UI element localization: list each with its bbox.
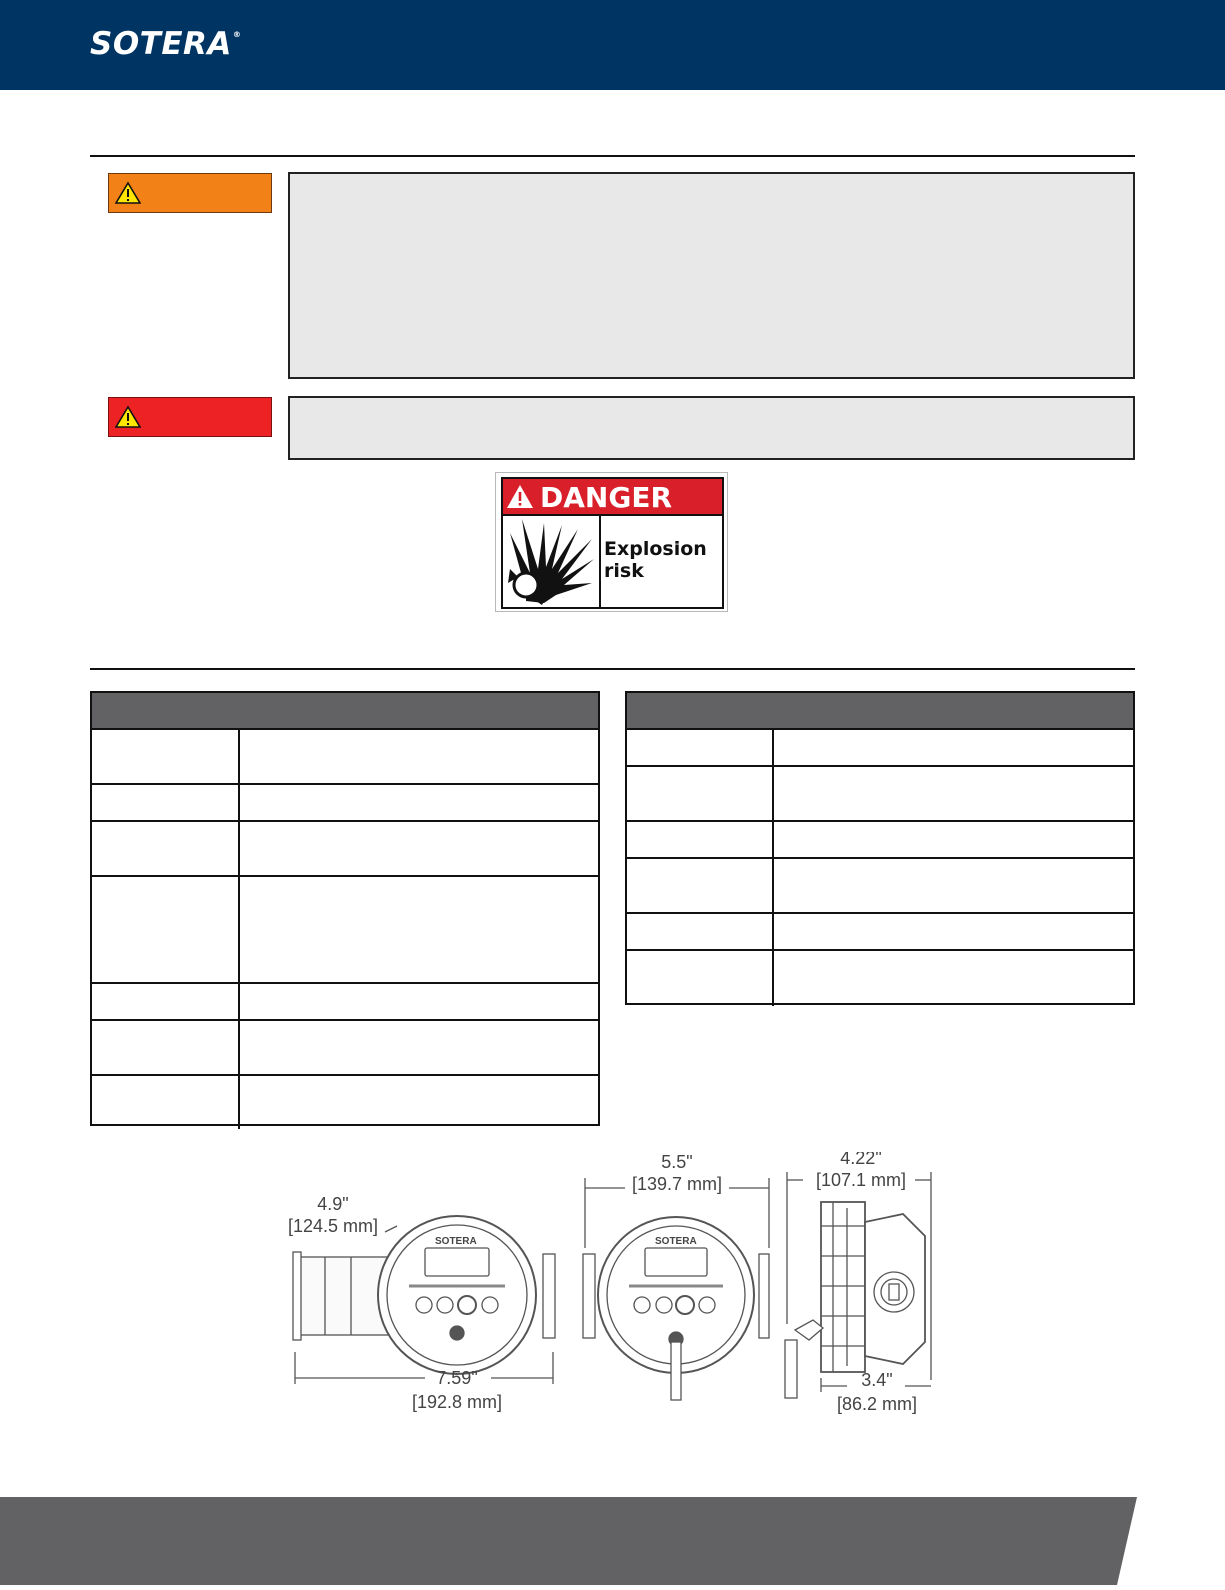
spec-table-right	[625, 691, 1135, 1005]
page-footer	[0, 1497, 1225, 1585]
table-row	[627, 859, 1133, 914]
dim-side-depth: 4.22"	[840, 1152, 882, 1168]
table-cell	[92, 785, 240, 820]
danger-signal-panel	[108, 397, 272, 437]
table-row	[92, 822, 598, 877]
table-cell	[627, 914, 774, 949]
dim-front-height-mm: [124.5 mm]	[287, 1216, 379, 1236]
table-row	[92, 984, 598, 1021]
dim-front-height: 4.9"	[317, 1194, 349, 1214]
table-row	[92, 1021, 598, 1076]
section-divider	[90, 155, 1135, 157]
table-cell	[627, 951, 774, 1006]
table-row	[627, 730, 1133, 767]
table-cell	[92, 1076, 240, 1129]
page-header	[0, 0, 1225, 90]
dim-end-width: 5.5"	[661, 1152, 693, 1172]
dim-side-base-mm: [86.2 mm]	[836, 1394, 918, 1414]
table-cell	[92, 877, 240, 982]
table-cell	[92, 1021, 240, 1074]
meter-face-brand: SOTERA	[435, 1236, 477, 1247]
meter-dimension-drawings	[285, 1152, 955, 1442]
table-cell	[627, 859, 774, 912]
table-cell	[92, 730, 240, 783]
table-row	[627, 951, 1133, 1006]
warning-signal-panel	[108, 173, 272, 213]
table-cell	[92, 822, 240, 875]
table-row	[92, 877, 598, 984]
table-row	[627, 914, 1133, 951]
table-header	[627, 693, 1133, 730]
danger-heading: DANGER	[540, 481, 673, 514]
footer-band	[0, 1497, 1225, 1585]
danger-label-graphic	[496, 473, 729, 613]
section-divider	[90, 668, 1135, 670]
table-row	[627, 822, 1133, 859]
danger-line-1: Explosion	[604, 538, 707, 560]
table-row	[627, 767, 1133, 822]
warning-triangle-icon	[115, 181, 141, 205]
dim-front-length: 7.59"	[436, 1368, 478, 1388]
spec-table-left	[90, 691, 600, 1126]
table-cell	[627, 730, 774, 765]
explosion-icon	[506, 519, 597, 605]
meter-face-brand: SOTERA	[655, 1236, 697, 1247]
danger-line-2: risk	[604, 560, 644, 582]
table-row	[92, 785, 598, 822]
warning-triangle-icon	[115, 405, 141, 429]
table-row	[92, 730, 598, 785]
table-header	[92, 693, 598, 730]
danger-message-box	[288, 396, 1135, 460]
dim-side-base: 3.4"	[861, 1370, 893, 1390]
table-cell	[627, 822, 774, 857]
dim-front-length-mm: [192.8 mm]	[411, 1392, 503, 1412]
danger-explosion-label	[495, 472, 728, 612]
warning-message-box	[288, 172, 1135, 379]
dimension-drawing	[285, 1152, 955, 1442]
brand-logo: SOTERA®	[90, 26, 242, 62]
table-cell	[627, 767, 774, 820]
dim-side-depth-mm: [107.1 mm]	[815, 1170, 907, 1190]
table-row	[92, 1076, 598, 1129]
dim-end-width-mm: [139.7 mm]	[631, 1174, 723, 1194]
table-cell	[92, 984, 240, 1019]
